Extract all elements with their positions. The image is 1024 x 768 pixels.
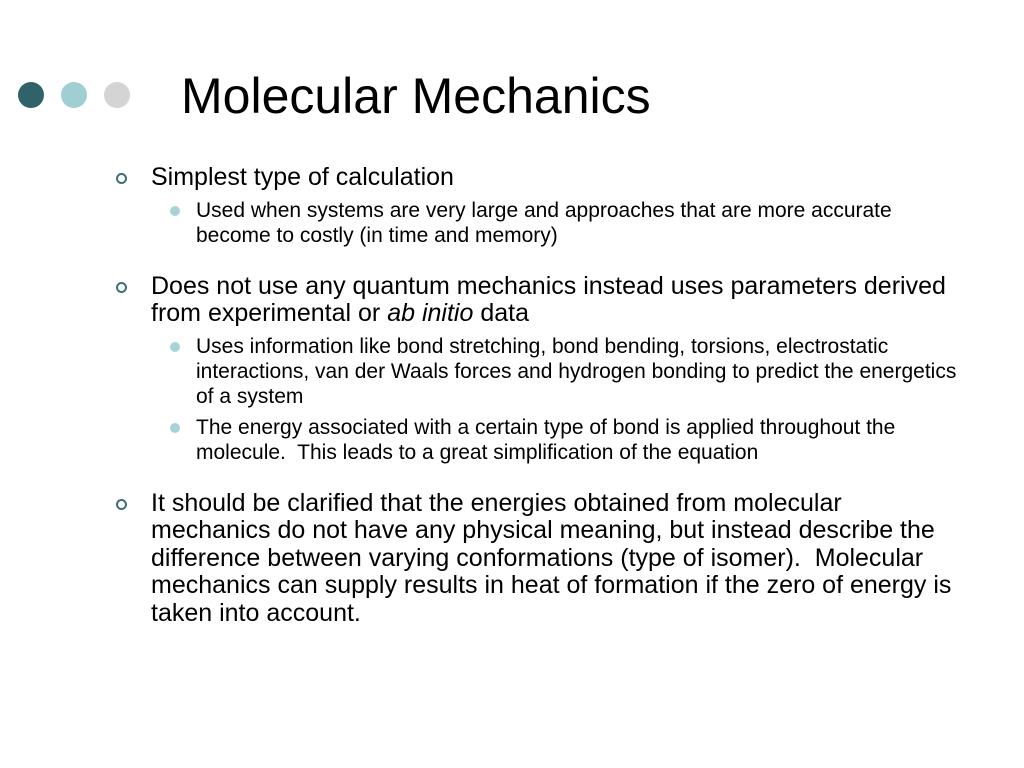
bullet-text: It should be clarified that the energies obtained from molecular mechanics do not have any physical meaning, but instead describe the difference between varying conformations (type of isomer). Molecular mechanics can supply results in heat of formation if the zero of energy is taken into account.: [151, 488, 959, 627]
dot-bullet-icon: [170, 342, 180, 352]
dot-bullet-icon: [170, 206, 180, 216]
ring-bullet-icon: [116, 173, 127, 184]
dark-dot-icon: [18, 82, 44, 108]
slide-body: [116, 164, 962, 627]
subbullet-item: [161, 198, 962, 248]
bullet-text-italic: ab initio: [387, 299, 474, 327]
teal-dot-icon: [61, 82, 87, 108]
subbullet-text: Uses information like bond stretching, bond bending, torsions, electrostatic interactions, van der Waals forces and hydrogen bonding to predict the energetics of a system: [196, 334, 963, 408]
subbullet-item: [161, 415, 962, 465]
gray-dot-icon: [104, 82, 130, 108]
subbullet-text: The energy associated with a certain type of bond is applied throughout the molecule. This leads to a great simplification of the equation: [196, 415, 902, 464]
bullet-item: [116, 490, 962, 628]
subbullet-list: [161, 198, 962, 248]
bullet-text-end: data: [473, 299, 529, 327]
bullet-item: [116, 164, 962, 248]
bullet-text: [151, 272, 953, 328]
subbullet-text: Used when systems are very large and approaches that are more accurate become to costly (in time and memory): [196, 198, 898, 247]
dot-bullet-icon: [170, 423, 180, 433]
ring-bullet-icon: [116, 499, 127, 510]
subbullet-list: [161, 334, 962, 465]
slide-title: Molecular Mechanics: [181, 68, 651, 124]
decorative-dots: [18, 82, 138, 108]
bullet-item: [116, 273, 962, 465]
ring-bullet-icon: [116, 282, 127, 293]
bullet-text: Simplest type of calculation: [151, 163, 454, 191]
bullet-text-start: Does not use any quantum mechanics instead uses parameters derived from experimental or: [151, 271, 953, 327]
subbullet-item: [161, 334, 962, 409]
